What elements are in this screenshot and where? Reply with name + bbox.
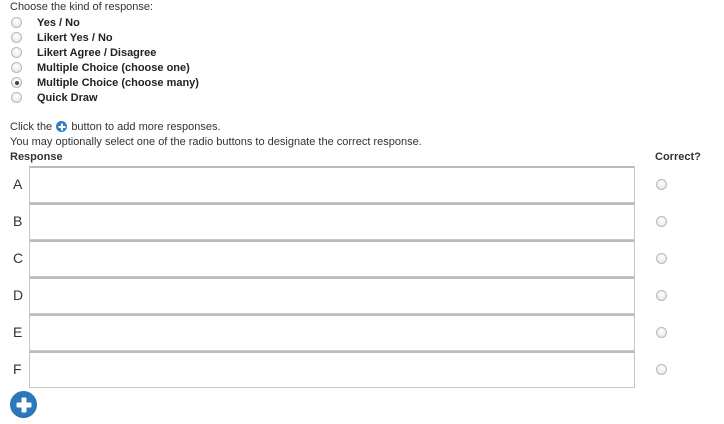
response-input-e[interactable]: [29, 314, 635, 351]
option-likert-yes-no[interactable]: [11, 30, 113, 45]
instruction-text-after: button to add more responses.: [71, 121, 221, 133]
response-row-d: [0, 277, 724, 314]
option-multiple-choice-one[interactable]: [11, 60, 190, 75]
correct-instructions: You may optionally select one of the radio buttons to designate the correct response.: [10, 136, 422, 148]
row-letter: F: [13, 361, 22, 377]
row-letter: A: [13, 176, 23, 192]
response-input-b[interactable]: [29, 203, 635, 240]
instruction-text-before: Click the: [10, 121, 53, 133]
add-instructions: [10, 121, 221, 133]
response-row-e: [0, 314, 724, 351]
radio-multiple-choice-many[interactable]: [11, 77, 22, 88]
correct-radio-d[interactable]: [656, 290, 667, 301]
correct-radio-b[interactable]: [656, 216, 667, 227]
radio-yes-no[interactable]: [11, 17, 22, 28]
response-row-f: [0, 351, 724, 388]
option-label: Quick Draw: [37, 91, 98, 104]
option-label: Multiple Choice (choose one): [37, 61, 190, 74]
option-label: Multiple Choice (choose many): [37, 76, 199, 89]
row-letter: E: [13, 324, 23, 340]
correct-header: Correct?: [655, 151, 701, 163]
response-row-a: [0, 166, 724, 203]
plus-circle-icon: [56, 121, 67, 132]
option-multiple-choice-many[interactable]: [11, 75, 199, 90]
row-letter: C: [13, 250, 24, 266]
option-label: Likert Agree / Disagree: [37, 46, 157, 59]
option-likert-agree-disagree[interactable]: [11, 45, 156, 60]
response-row-b: [0, 203, 724, 240]
row-letter: D: [13, 287, 24, 303]
correct-radio-c[interactable]: [656, 253, 667, 264]
add-response-button[interactable]: [10, 391, 37, 418]
radio-multiple-choice-one[interactable]: [11, 62, 22, 73]
correct-radio-a[interactable]: [656, 179, 667, 190]
radio-quick-draw[interactable]: [11, 92, 22, 103]
radio-likert-yes-no[interactable]: [11, 32, 22, 43]
response-input-f[interactable]: [29, 351, 635, 388]
option-yes-no[interactable]: [11, 15, 80, 30]
response-row-c: [0, 240, 724, 277]
option-label: Likert Yes / No: [37, 31, 113, 44]
option-quick-draw[interactable]: [11, 90, 98, 105]
response-input-c[interactable]: [29, 240, 635, 277]
radio-likert-agree-disagree[interactable]: [11, 47, 22, 58]
correct-radio-f[interactable]: [656, 364, 667, 375]
response-header: Response: [10, 151, 63, 163]
option-label: Yes / No: [37, 16, 80, 29]
correct-radio-e[interactable]: [656, 327, 667, 338]
response-type-prompt: Choose the kind of response:: [10, 1, 154, 13]
row-letter: B: [13, 213, 23, 229]
response-input-d[interactable]: [29, 277, 635, 314]
response-input-a[interactable]: [29, 166, 635, 203]
